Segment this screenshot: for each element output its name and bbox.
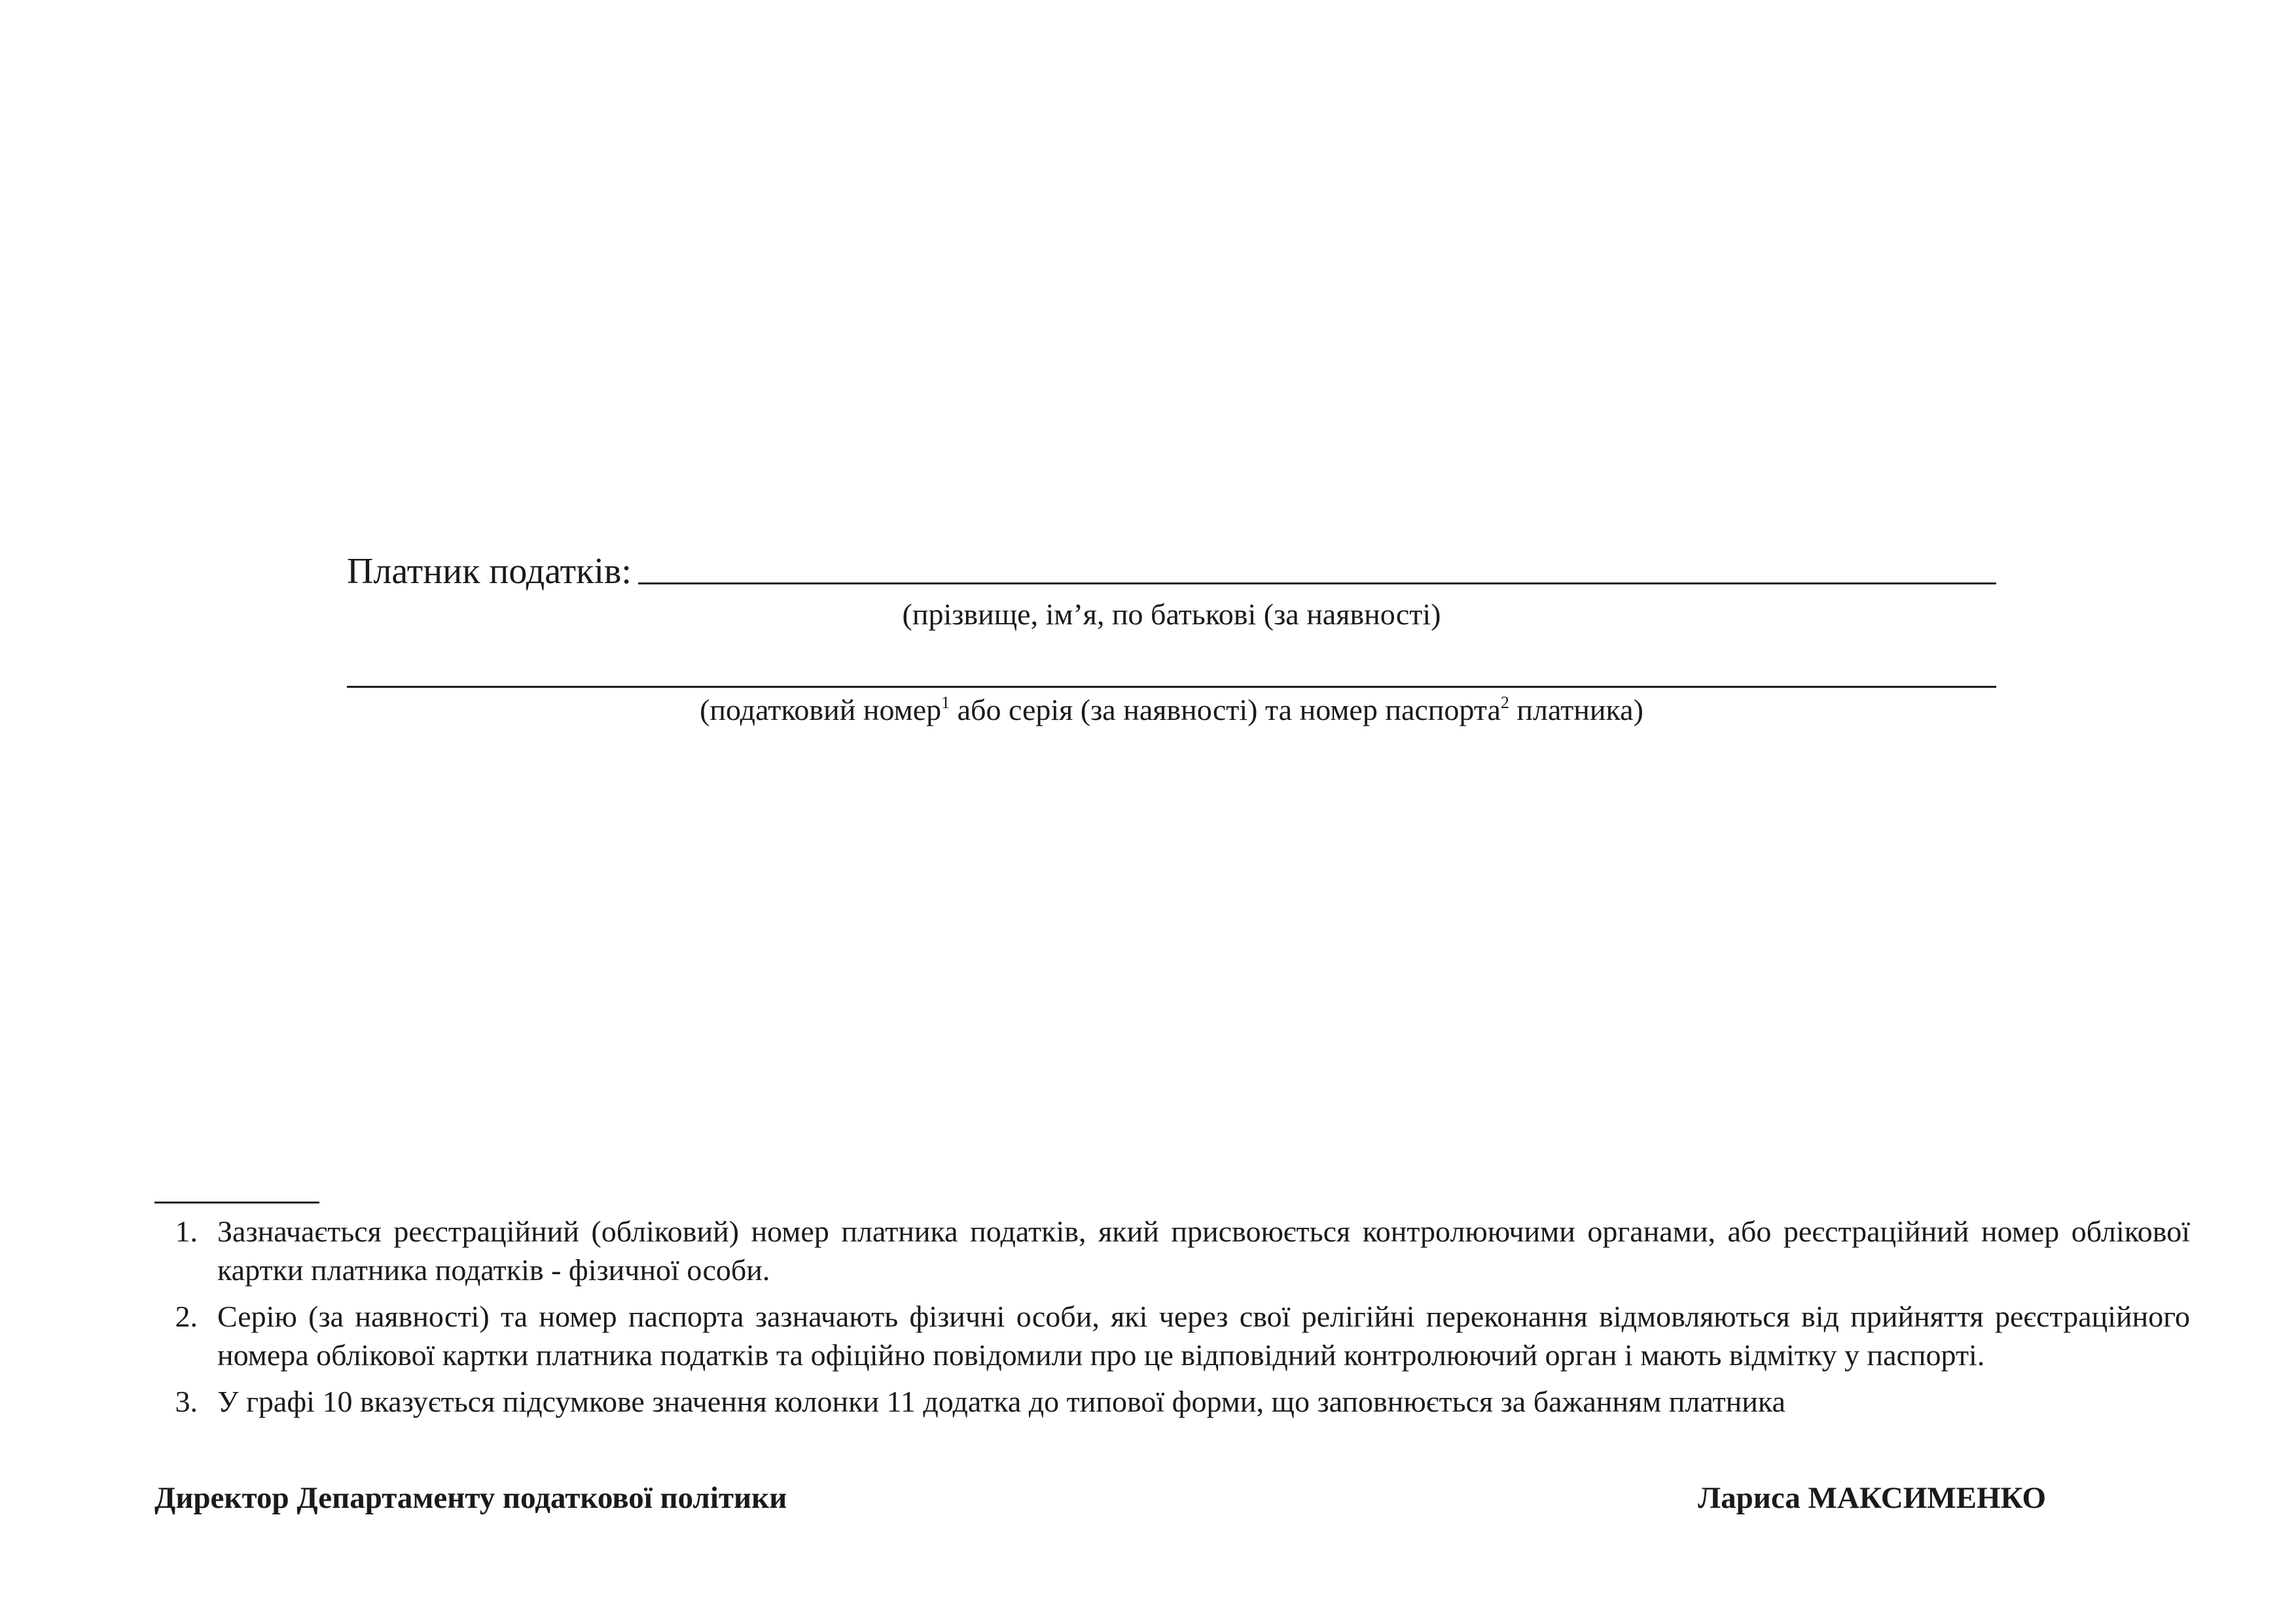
footnote-item [154,1212,2190,1289]
taxpayer-name-row [347,550,1996,592]
footnote-number: 2. [175,1300,198,1333]
footnote-ref-2: 2 [1500,693,1509,713]
footnote-text: Зазначається реєстраційний (обліковий) номер платника податків, який присвоюється контролюючими органами, або реєстраційний номер облікової картки платника податків - фізичної особи. [217,1215,2190,1287]
taxpayer-id-caption [347,692,1996,728]
taxpayer-label: Платник податків: [347,550,632,592]
taxpayer-id-caption-part3: платника) [1509,693,1643,727]
signature-row [154,1480,2046,1516]
footnote-text: Серію (за наявності) та номер паспорта зазначають фізичні особи, які через свої релігійні переконання відмовляються від прийняття реєстраційного номера облікової картки платника податків та офіційно повідомили про це відповідний контролюючий орган і мають відмітку у паспорті. [217,1300,2190,1372]
taxpayer-name-field [638,550,1996,584]
footnote-item [154,1297,2190,1374]
footnote-number: 3. [175,1385,198,1418]
taxpayer-id-field [347,645,1996,688]
taxpayer-block [347,550,1996,728]
footnote-text: У графі 10 вказується підсумкове значення колонки 11 додатка до типової форми, що заповнюється за бажанням платника [217,1385,1785,1418]
taxpayer-id-caption-part2: або серія (за наявності) та номер паспорта [950,693,1501,727]
footnote-number: 1. [175,1215,198,1248]
footnote-item [154,1382,2190,1421]
taxpayer-id-caption-part1: (податковий номер [700,693,942,727]
taxpayer-name-caption: (прізвище, ім’я, по батькові (за наявності) [902,597,1441,631]
footnotes-list [154,1212,2190,1429]
signatory-position: Директор Департаменту податкової політики [154,1481,787,1515]
signatory-name: Лариса МАКСИМЕНКО [1698,1481,2046,1515]
footnote-ref-1: 1 [941,693,950,713]
footnote-separator [154,1202,319,1204]
